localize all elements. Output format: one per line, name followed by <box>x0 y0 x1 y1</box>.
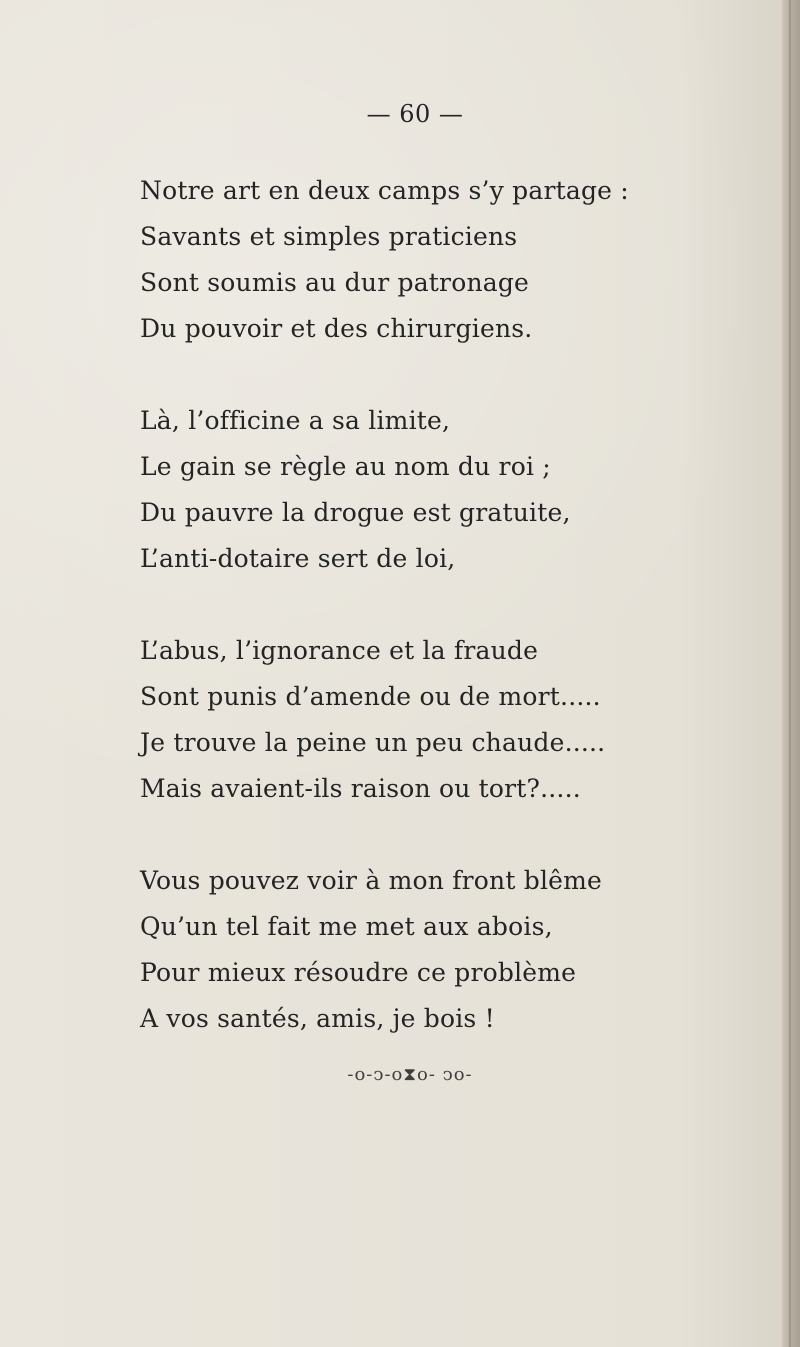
poem-line: Pour mieux résoudre ce problème <box>140 958 577 987</box>
poem-line: Là, l’officine a sa limite, <box>140 406 451 435</box>
poem-line: Sont soumis au dur patronage <box>140 268 530 297</box>
stanza-2 <box>140 398 660 582</box>
page-edge-shadow <box>782 0 800 1347</box>
stanza-4 <box>140 858 660 1042</box>
poem-line: Le gain se règle au nom du roi ; <box>140 452 551 481</box>
poem-line: Vous pouvez voir à mon front blême <box>140 866 603 895</box>
poem-line: L’anti-dotaire sert de loi, <box>140 544 456 573</box>
poem-line: A vos santés, amis, je bois ! <box>140 1004 495 1033</box>
poem <box>140 168 660 1088</box>
poem-line: Sont punis d’amende ou de mort..... <box>140 682 601 711</box>
decorative-ornament: -o-ↄ-o⧗o- ↄo- <box>347 1064 473 1085</box>
poem-line: Qu’un tel fait me met aux abois, <box>140 912 553 941</box>
poem-line: Du pouvoir et des chirurgiens. <box>140 314 533 343</box>
stanza-1 <box>140 168 660 352</box>
poem-line: Savants et simples praticiens <box>140 222 518 251</box>
poem-line: Du pauvre la drogue est gratuite, <box>140 498 571 527</box>
poem-line: Notre art en deux camps s’y partage : <box>140 176 629 205</box>
poem-line: L’abus, l’ignorance et la fraude <box>140 636 539 665</box>
page-number: — 60 — <box>366 100 464 128</box>
poem-line: Je trouve la peine un peu chaude..... <box>140 728 606 757</box>
stanza-3 <box>140 628 660 812</box>
poem-line: Mais avaient-ils raison ou tort?..... <box>140 774 581 803</box>
